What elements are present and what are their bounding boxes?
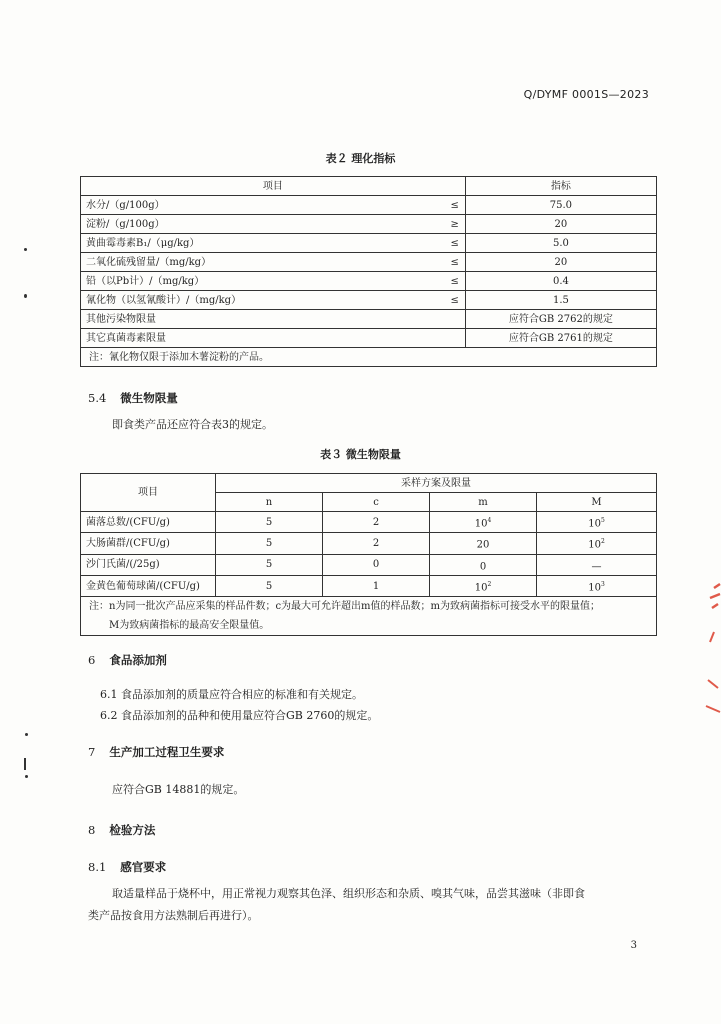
table3-c: 2 [323, 512, 430, 533]
table3-header-n: n [216, 493, 323, 512]
document-id: Q/DYMF 0001S—2023 [523, 88, 649, 101]
table2-value: 应符合GB 2762的规定 [465, 310, 656, 329]
table3 [80, 473, 657, 636]
table3-item: 菌落总数/(CFU/g) [81, 512, 216, 533]
table2-row [81, 291, 657, 310]
stamp-stroke [710, 584, 720, 608]
table3-n: 5 [216, 554, 323, 575]
table2-row [81, 272, 657, 291]
table3-M [537, 554, 657, 575]
table3-note-line2: M为致病菌指标的最高安全限量值。 [109, 620, 270, 632]
section-7-heading [88, 744, 224, 760]
table2-value: 0.4 [465, 272, 656, 291]
table2-row [81, 234, 657, 253]
table3-m-base: 0 [479, 560, 487, 572]
table2-symbol: ≤ [434, 253, 466, 272]
table2-symbol: ≤ [434, 196, 466, 215]
table3-header-plan: 采样方案及限量 [216, 474, 657, 493]
table3-m-base: 10 [474, 582, 488, 594]
table2-symbol: ≥ [434, 215, 466, 234]
table3-item: 大肠菌群/(CFU/g) [81, 533, 216, 554]
table2-note: 注：氰化物仅限于添加木薯淀粉的产品。 [81, 348, 657, 367]
table3-row [81, 512, 657, 533]
section-title: 感官要求 [120, 860, 167, 874]
table2 [80, 176, 657, 367]
section-8-1-line2: 类产品按食用方法熟制后再进行）。 [88, 909, 259, 922]
table2-value: 应符合GB 2761的规定 [465, 329, 656, 348]
table2-row [81, 215, 657, 234]
table2-value: 20 [465, 215, 656, 234]
table3-M [537, 512, 657, 533]
table3-note [81, 597, 657, 636]
stamp-stroke [706, 680, 720, 712]
table3-m [430, 512, 537, 533]
table3-c: 2 [323, 533, 430, 554]
table2-note-row [81, 348, 657, 367]
table3-item: 金黄色葡萄球菌/(CFU/g) [81, 575, 216, 596]
table2-value: 20 [465, 253, 656, 272]
table3-note-line1: 注：n为同一批次产品应采集的样品件数；c为最大可允许超出m值的样品数；m为致病菌指标可接受水平的限量值； [89, 601, 601, 613]
table2-header-value: 指标 [465, 177, 656, 196]
section-8-heading [88, 822, 155, 838]
table3-item: 沙门氏菌/(/25g) [81, 554, 216, 575]
table3-header-item: 项目 [81, 474, 216, 512]
section-8-1-line1: 取适量样品于烧杯中，用正常视力观察其色泽、组织形态和杂质、嗅其气味，品尝其滋味（非即食 [112, 887, 585, 900]
table2-header-item: 项目 [81, 177, 466, 196]
table2-item: 氰化物（以氢氰酸计）/（mg/kg） [81, 291, 434, 310]
table3-m-exponent: 2 [487, 580, 492, 588]
scan-mark [24, 758, 26, 770]
table3-m [430, 533, 537, 554]
table3-header-c: c [323, 493, 430, 512]
table2-item: 其他污染物限量 [81, 310, 466, 329]
table3-m [430, 554, 537, 575]
section-6-2-text: 6.2 食品添加剂的品种和使用量应符合GB 2760的规定。 [100, 709, 379, 722]
table3-M-exponent: 2 [600, 538, 605, 546]
table3-row [81, 533, 657, 554]
stamp-stroke [710, 632, 714, 642]
table3-M-base: 10 [588, 582, 601, 594]
red-stamp-fragment [700, 580, 721, 720]
section-8-1-heading [88, 859, 166, 875]
scan-dot [24, 248, 27, 251]
section-5-4-heading [88, 390, 178, 406]
table2-header-row [81, 177, 657, 196]
table3-n: 5 [216, 512, 323, 533]
table2-item: 二氧化硫残留量/（mg/kg） [81, 253, 434, 272]
section-6-heading [88, 652, 167, 668]
table2-value: 75.0 [465, 196, 656, 215]
table3-M-exponent: 3 [600, 580, 605, 588]
table2-value: 5.0 [465, 234, 656, 253]
table2-item: 黄曲霉毒素B₁/（μg/kg） [81, 234, 434, 253]
page-number: 3 [630, 940, 637, 951]
table2-symbol: ≤ [434, 234, 466, 253]
section-5-4-text: 即食类产品还应符合表3的规定。 [112, 418, 273, 431]
table3-M [537, 575, 657, 596]
table2-item: 其它真菌毒素限量 [81, 329, 466, 348]
table2-row [81, 196, 657, 215]
scan-dot [25, 733, 28, 736]
table3-M [537, 533, 657, 554]
section-title: 生产加工过程卫生要求 [109, 745, 225, 759]
scan-dot [24, 294, 27, 298]
table3-note-row [81, 597, 657, 636]
table2-item: 铅（以Pb计）/（mg/kg） [81, 272, 434, 291]
section-7-text: 应符合GB 14881的规定。 [112, 783, 245, 796]
table3-M-base: — [591, 560, 602, 572]
table3-M-exponent: 5 [600, 517, 605, 524]
table2-symbol: ≤ [434, 291, 466, 310]
table2-caption: 表２ 理化指标 [325, 152, 396, 165]
section-number: 7 [88, 745, 96, 759]
section-title: 微生物限量 [120, 391, 178, 405]
table3-c: 1 [323, 575, 430, 596]
section-number: 8.1 [88, 860, 107, 874]
table3-row [81, 554, 657, 575]
section-number: 5.4 [88, 391, 107, 405]
table3-n: 5 [216, 575, 323, 596]
table3-caption: 表３ 微生物限量 [320, 448, 401, 461]
table2-item: 淀粉/（g/100g） [81, 215, 434, 234]
table3-header-M: M [537, 493, 657, 512]
scan-dot [25, 775, 28, 778]
table3-row [81, 575, 657, 596]
table3-c: 0 [323, 554, 430, 575]
table2-row [81, 310, 657, 329]
table3-m-base: 20 [476, 539, 490, 551]
table3-m-exponent: 4 [487, 517, 492, 524]
table2-value: 1.5 [465, 291, 656, 310]
table2-row [81, 253, 657, 272]
table2-symbol: ≤ [434, 272, 466, 291]
table3-header-m: m [430, 493, 537, 512]
table3-m [430, 575, 537, 596]
section-6-1-text: 6.1 食品添加剂的质量应符合相应的标准和有关规定。 [100, 688, 363, 701]
table3-n: 5 [216, 533, 323, 554]
section-number: 8 [88, 823, 96, 837]
section-title: 检验方法 [109, 823, 156, 837]
table2-item: 水分/（g/100g） [81, 196, 434, 215]
table3-M-base: 10 [588, 518, 601, 530]
table2-row [81, 329, 657, 348]
section-number: 6 [88, 653, 96, 667]
table3-m-base: 10 [474, 518, 488, 530]
section-title: 食品添加剂 [109, 653, 167, 667]
table3-M-base: 10 [588, 539, 601, 551]
table3-header-row-1 [81, 474, 657, 493]
